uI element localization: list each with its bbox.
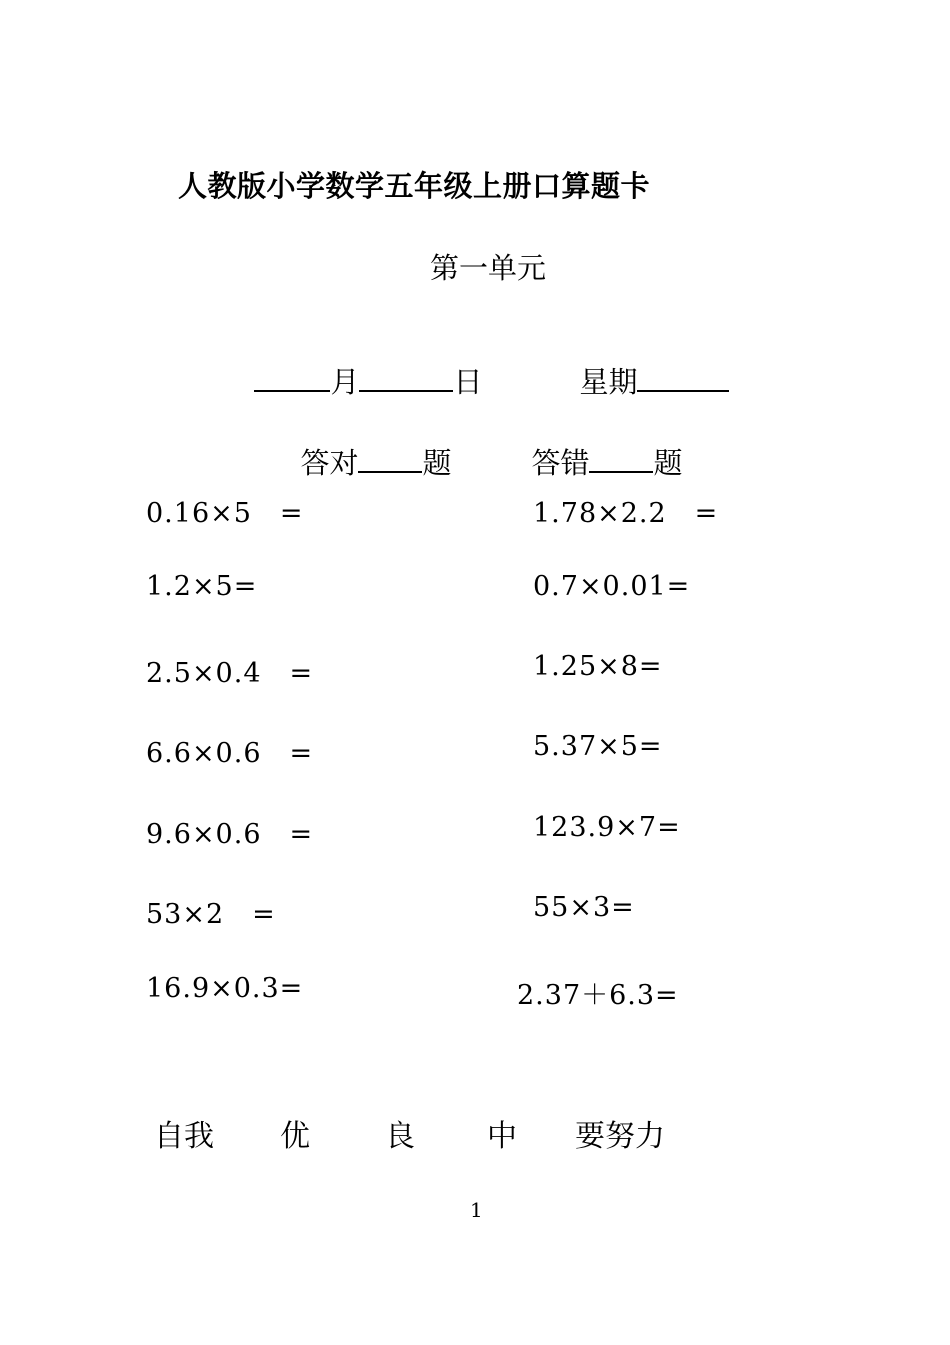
day-blank[interactable]: [359, 364, 453, 392]
question-right-2: 0.7×0.01=: [533, 571, 691, 602]
wrong-blank[interactable]: [589, 445, 653, 473]
wrong-unit: 题: [653, 446, 683, 480]
eval-option-needs-effort[interactable]: 要努力: [575, 1119, 665, 1154]
unit-heading: 第一单元: [430, 251, 547, 285]
month-blank[interactable]: [254, 364, 330, 392]
eval-option-excellent[interactable]: 优: [280, 1119, 310, 1154]
correct-blank[interactable]: [358, 445, 422, 473]
question-left-4: 6.6×0.6 =: [146, 738, 314, 769]
page-title: 人教版小学数学五年级上册口算题卡: [178, 169, 651, 203]
self-eval-label: 自我: [154, 1119, 214, 1154]
correct-label: 答对: [300, 446, 359, 480]
question-right-4: 5.37×5=: [533, 731, 663, 762]
question-right-6: 55×3=: [533, 892, 635, 923]
question-left-7: 16.9×0.3=: [146, 973, 304, 1004]
wrong-label: 答错: [531, 446, 590, 480]
question-left-2: 1.2×5=: [146, 571, 258, 602]
page-number: 1: [470, 1198, 483, 1222]
wrong-count-line: [513, 407, 682, 482]
question-left-3: 2.5×0.4 =: [146, 658, 314, 689]
question-right-1: 1.78×2.2 =: [533, 498, 719, 529]
eval-option-good[interactable]: 良: [385, 1119, 415, 1154]
date-line: [236, 326, 482, 401]
question-left-6: 53×2 =: [146, 899, 276, 930]
question-right-5: 123.9×7=: [533, 812, 681, 843]
day-label: 日: [453, 365, 483, 399]
question-right-7: 2.37＋6.3=: [517, 980, 679, 1011]
question-left-5: 9.6×0.6 =: [146, 819, 314, 850]
weekday-line: [561, 326, 729, 401]
question-right-3: 1.25×8=: [533, 651, 663, 682]
eval-option-average[interactable]: 中: [487, 1119, 517, 1154]
correct-unit: 题: [422, 446, 452, 480]
weekday-label: 星期: [579, 365, 638, 399]
question-left-1: 0.16×5 =: [146, 498, 304, 529]
correct-count-line: [282, 407, 451, 482]
weekday-blank[interactable]: [637, 364, 729, 392]
month-label: 月: [330, 365, 360, 399]
